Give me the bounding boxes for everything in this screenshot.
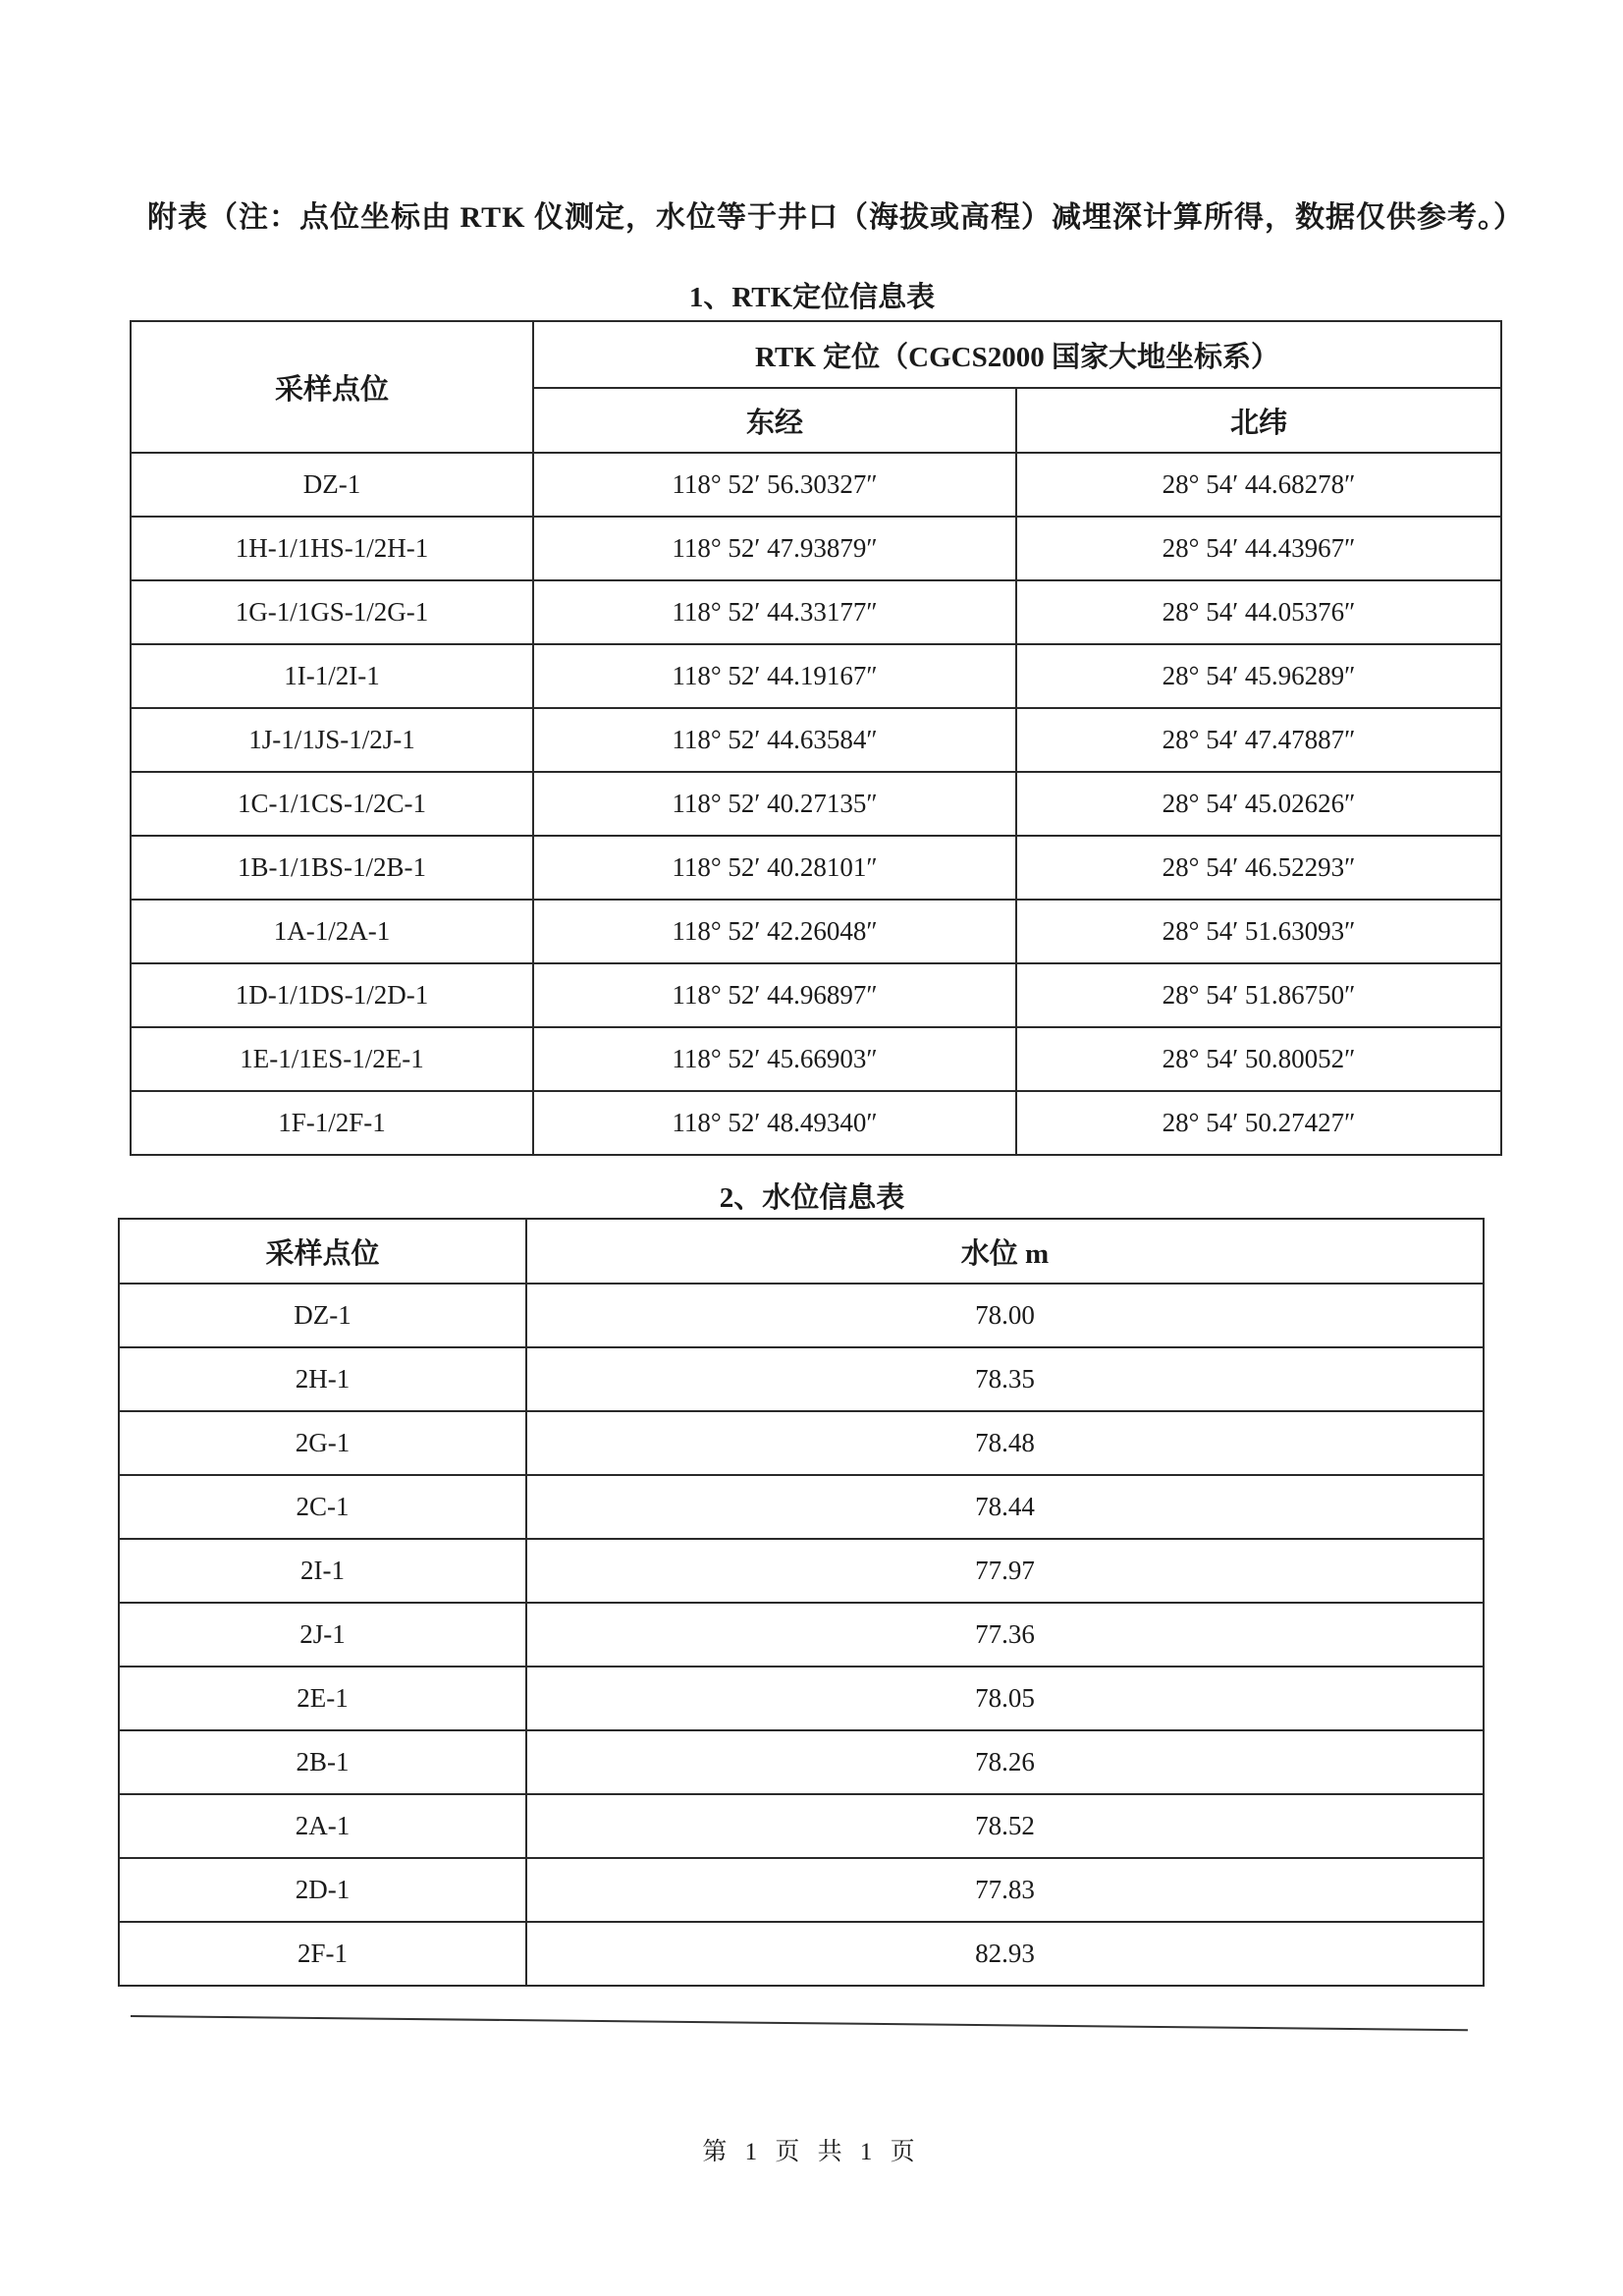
table-row bbox=[119, 1667, 1484, 1730]
sampling-point-cell: 2F-1 bbox=[119, 1922, 526, 1986]
table-row bbox=[131, 708, 1501, 772]
latitude-cell: 28° 54′ 51.86750″ bbox=[1016, 963, 1501, 1027]
water-level-cell: 78.48 bbox=[526, 1411, 1484, 1475]
sampling-point-cell: 2D-1 bbox=[119, 1858, 526, 1922]
table-row bbox=[119, 1411, 1484, 1475]
table-row bbox=[119, 1922, 1484, 1986]
latitude-cell: 28° 54′ 50.80052″ bbox=[1016, 1027, 1501, 1091]
table-row bbox=[131, 836, 1501, 900]
table-row bbox=[119, 1475, 1484, 1539]
longitude-cell: 118° 52′ 44.63584″ bbox=[533, 708, 1016, 772]
sampling-point-cell: 1I-1/2I-1 bbox=[131, 644, 533, 708]
sampling-point-cell: 2G-1 bbox=[119, 1411, 526, 1475]
sampling-point-cell: 1F-1/2F-1 bbox=[131, 1091, 533, 1155]
latitude-cell: 28° 54′ 47.47887″ bbox=[1016, 708, 1501, 772]
table-row bbox=[119, 1858, 1484, 1922]
rtk-table-title: 1、RTK定位信息表 bbox=[688, 282, 936, 313]
longitude-cell: 118° 52′ 44.19167″ bbox=[533, 644, 1016, 708]
water-level-cell: 78.00 bbox=[526, 1284, 1484, 1347]
longitude-cell: 118° 52′ 40.28101″ bbox=[533, 836, 1016, 900]
latitude-cell: 28° 54′ 45.02626″ bbox=[1016, 772, 1501, 836]
water-level-cell: 77.83 bbox=[526, 1858, 1484, 1922]
footer-divider bbox=[131, 2015, 1468, 2031]
table-row bbox=[131, 1091, 1501, 1155]
latitude-cell: 28° 54′ 44.68278″ bbox=[1016, 453, 1501, 517]
longitude-cell: 118° 52′ 44.96897″ bbox=[533, 963, 1016, 1027]
water-level-cell: 78.52 bbox=[526, 1794, 1484, 1858]
sampling-point-cell: 1E-1/1ES-1/2E-1 bbox=[131, 1027, 533, 1091]
table-row bbox=[119, 1730, 1484, 1794]
sampling-point-cell: DZ-1 bbox=[119, 1284, 526, 1347]
table-row bbox=[119, 1794, 1484, 1858]
table-row bbox=[131, 963, 1501, 1027]
table-row bbox=[131, 900, 1501, 963]
water-level-cell: 77.97 bbox=[526, 1539, 1484, 1603]
header-longitude: 东经 bbox=[533, 388, 1016, 453]
header-sampling-point: 采样点位 bbox=[119, 1219, 526, 1284]
latitude-cell: 28° 54′ 50.27427″ bbox=[1016, 1091, 1501, 1155]
annex-note: 附表（注：点位坐标由 RTK 仪测定，水位等于井口（海拔或高程）减埋深计算所得，数据仅供参考。） bbox=[147, 201, 1524, 234]
table-row bbox=[131, 772, 1501, 836]
table-row bbox=[119, 1539, 1484, 1603]
water-level-cell: 82.93 bbox=[526, 1922, 1484, 1986]
water-level-cell: 78.26 bbox=[526, 1730, 1484, 1794]
sampling-point-cell: 1H-1/1HS-1/2H-1 bbox=[131, 517, 533, 580]
longitude-cell: 118° 52′ 48.49340″ bbox=[533, 1091, 1016, 1155]
water-level-cell: 78.05 bbox=[526, 1667, 1484, 1730]
latitude-cell: 28° 54′ 45.96289″ bbox=[1016, 644, 1501, 708]
table-row bbox=[131, 1027, 1501, 1091]
longitude-cell: 118° 52′ 42.26048″ bbox=[533, 900, 1016, 963]
latitude-cell: 28° 54′ 46.52293″ bbox=[1016, 836, 1501, 900]
latitude-cell: 28° 54′ 44.43967″ bbox=[1016, 517, 1501, 580]
water-level-table bbox=[118, 1218, 1485, 1987]
longitude-cell: 118° 52′ 45.66903″ bbox=[533, 1027, 1016, 1091]
table-row bbox=[119, 1603, 1484, 1667]
sampling-point-cell: 1G-1/1GS-1/2G-1 bbox=[131, 580, 533, 644]
sampling-point-cell: 2E-1 bbox=[119, 1667, 526, 1730]
sampling-point-cell: 1D-1/1DS-1/2D-1 bbox=[131, 963, 533, 1027]
header-sampling-point: 采样点位 bbox=[131, 321, 533, 453]
table-row bbox=[131, 580, 1501, 644]
latitude-cell: 28° 54′ 51.63093″ bbox=[1016, 900, 1501, 963]
sampling-point-cell: 2A-1 bbox=[119, 1794, 526, 1858]
longitude-cell: 118° 52′ 56.30327″ bbox=[533, 453, 1016, 517]
water-level-cell: 78.35 bbox=[526, 1347, 1484, 1411]
header-latitude: 北纬 bbox=[1016, 388, 1501, 453]
water-table-title: 2、水位信息表 bbox=[719, 1182, 905, 1214]
water-level-cell: 77.36 bbox=[526, 1603, 1484, 1667]
sampling-point-cell: 1C-1/1CS-1/2C-1 bbox=[131, 772, 533, 836]
water-level-cell: 78.44 bbox=[526, 1475, 1484, 1539]
sampling-point-cell: 2I-1 bbox=[119, 1539, 526, 1603]
rtk-positioning-table bbox=[130, 320, 1502, 1156]
table-row bbox=[119, 1347, 1484, 1411]
sampling-point-cell: 2H-1 bbox=[119, 1347, 526, 1411]
sampling-point-cell: 2C-1 bbox=[119, 1475, 526, 1539]
sampling-point-cell: 2B-1 bbox=[119, 1730, 526, 1794]
table-row bbox=[119, 1284, 1484, 1347]
sampling-point-cell: 2J-1 bbox=[119, 1603, 526, 1667]
header-water-level: 水位 m bbox=[526, 1219, 1484, 1284]
longitude-cell: 118° 52′ 40.27135″ bbox=[533, 772, 1016, 836]
sampling-point-cell: 1B-1/1BS-1/2B-1 bbox=[131, 836, 533, 900]
table-row bbox=[131, 517, 1501, 580]
sampling-point-cell: DZ-1 bbox=[131, 453, 533, 517]
sampling-point-cell: 1J-1/1JS-1/2J-1 bbox=[131, 708, 533, 772]
longitude-cell: 118° 52′ 44.33177″ bbox=[533, 580, 1016, 644]
latitude-cell: 28° 54′ 44.05376″ bbox=[1016, 580, 1501, 644]
page-number: 第 1 页 共 1 页 bbox=[702, 2139, 921, 2165]
longitude-cell: 118° 52′ 47.93879″ bbox=[533, 517, 1016, 580]
sampling-point-cell: 1A-1/2A-1 bbox=[131, 900, 533, 963]
header-rtk-position: RTK 定位（CGCS2000 国家大地坐标系） bbox=[533, 321, 1501, 388]
table-row bbox=[131, 453, 1501, 517]
table-row bbox=[131, 644, 1501, 708]
